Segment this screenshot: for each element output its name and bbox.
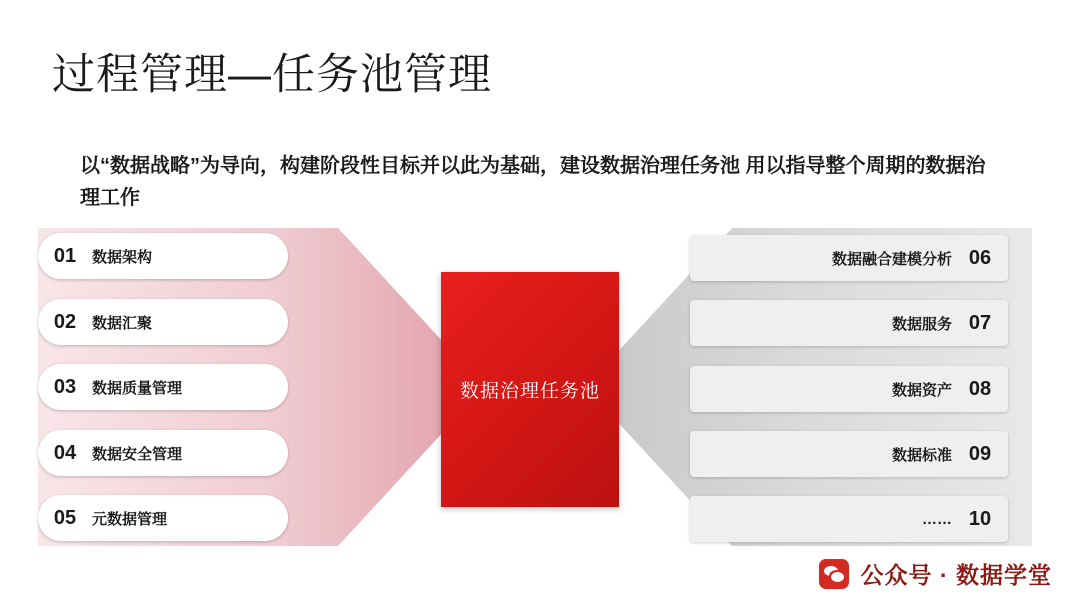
item-number: 07 — [968, 311, 992, 334]
center-block[interactable] — [441, 272, 619, 507]
item-number: 01 — [53, 244, 77, 267]
item-label: 数据服务 — [891, 315, 952, 333]
list-item[interactable] — [690, 431, 1008, 477]
footer-label: 公众号 · 数据学堂 — [860, 562, 1052, 588]
list-item[interactable] — [690, 366, 1008, 412]
item-number: 04 — [53, 441, 77, 464]
item-number: 10 — [968, 507, 992, 530]
item-number: 03 — [53, 375, 77, 398]
item-number: 09 — [968, 442, 992, 465]
list-item[interactable] — [690, 235, 1008, 281]
item-label: 数据资产 — [891, 381, 952, 399]
item-number: 08 — [968, 377, 992, 400]
list-item[interactable] — [690, 496, 1008, 542]
item-label: 数据标准 — [891, 446, 952, 464]
wechat-icon — [819, 559, 849, 589]
item-label: 数据融合建模分析 — [831, 250, 952, 268]
item-label: …… — [922, 510, 952, 528]
item-label: 数据安全管理 — [92, 445, 183, 463]
item-number: 06 — [968, 246, 992, 269]
page-title: 过程管理—任务池管理 — [52, 51, 492, 99]
item-label: 数据架构 — [92, 248, 153, 266]
item-number: 05 — [53, 506, 77, 529]
item-label: 元数据管理 — [92, 510, 168, 528]
item-label: 数据质量管理 — [92, 379, 183, 397]
item-label: 数据汇聚 — [92, 314, 153, 332]
list-item[interactable] — [38, 430, 288, 476]
list-item[interactable] — [38, 233, 288, 279]
item-number: 02 — [53, 310, 77, 333]
list-item[interactable] — [38, 495, 288, 541]
page-subtitle: 以“数据战略”为导向，构建阶段性目标并以此为基础，建设数据治理任务池 用以指导整个周期的数据治理工作 — [80, 155, 986, 209]
list-item[interactable] — [38, 299, 288, 345]
footer-watermark — [819, 557, 1052, 590]
list-item[interactable] — [38, 364, 288, 410]
list-item[interactable] — [690, 300, 1008, 346]
center-label: 数据治理任务池 — [459, 381, 600, 402]
